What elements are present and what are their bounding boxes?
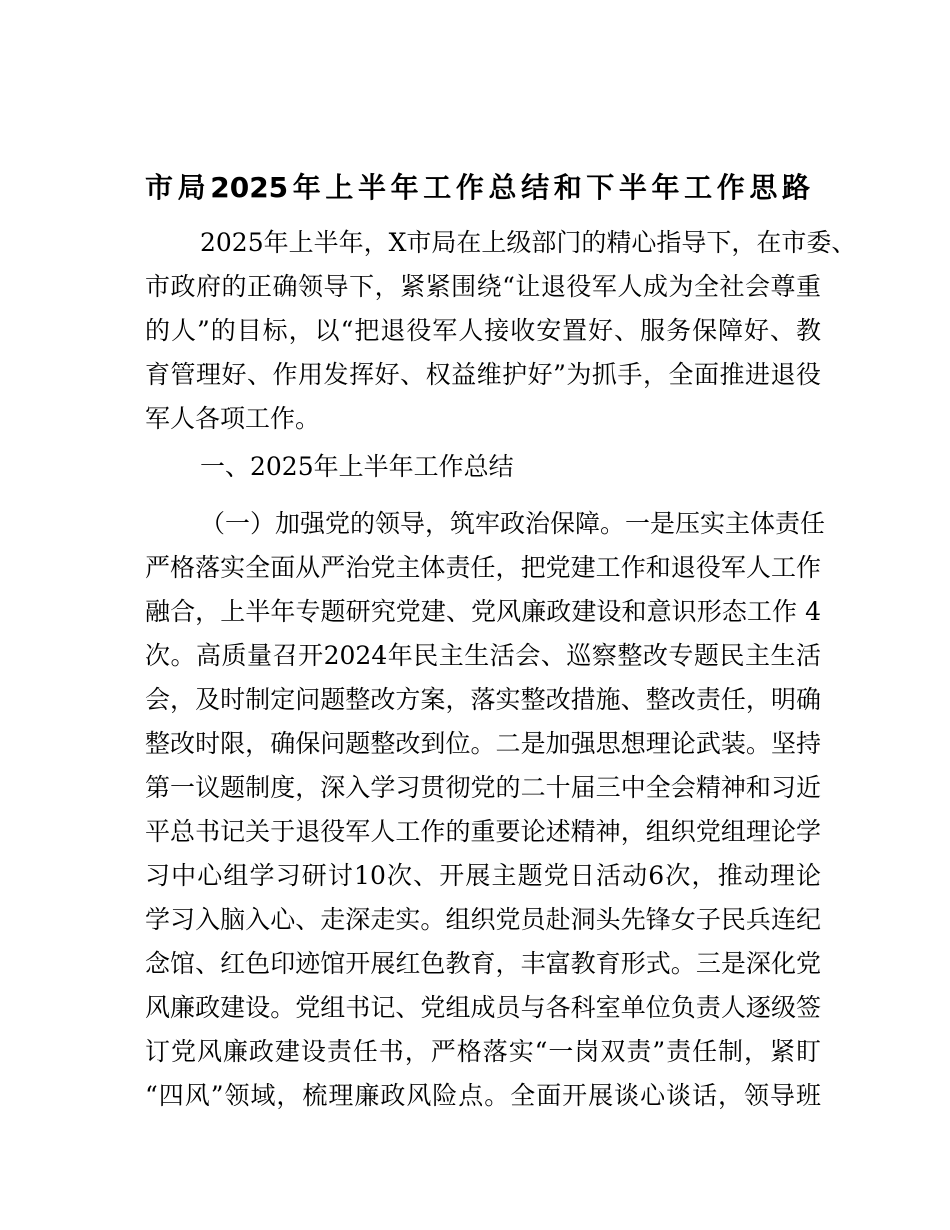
intro-line: 市政府的正确领导下，紧紧围绕“让退役军人成为全社会尊重 [145,272,821,301]
body-line: 风廉政建设。党组书记、党组成员与各科室单位负责人逐级签 [145,993,821,1022]
body-line: 会，及时制定问题整改方案，落实整改措施、整改责任，明确 [145,685,821,714]
intro-line: 军人各项工作。 [145,404,321,433]
body-line: 订党风廉政建设责任书，严格落实“一岗双责”责任制，紧盯 [145,1037,821,1066]
body-line: “四风”领域，梳理廉政风险点。全面开展谈心谈话，领导班 [145,1081,821,1110]
body-line: 第一议题制度，深入学习贯彻党的二十届三中全会精神和习近 [145,773,821,802]
body-line: 学习入脑入心、走深走实。组织党员赴洞头先锋女子民兵连纪 [145,905,821,934]
body-line: 习中心组学习研讨10次、开展主题党日活动6次，推动理论 [145,861,821,890]
document-title: 市局2025年上半年工作总结和下半年工作思路 [145,171,810,204]
body-line: 严格落实全面从严治党主体责任，把党建工作和退役军人工作 [145,553,821,582]
body-line: 次。高质量召开2024年民主生活会、巡察整改专题民主生活 [145,641,821,670]
body-line: 整改时限，确保问题整改到位。二是加强思想理论武装。坚持 [145,729,821,758]
intro-line: 育管理好、作用发挥好、权益维护好”为抓手，全面推进退役 [145,360,821,389]
body-line: 念馆、红色印迹馆开展红色教育，丰富教育形式。三是深化党 [145,949,821,978]
intro-line: 的人”的目标，以“把退役军人接收安置好、服务保障好、教 [145,316,821,345]
section-heading: 一、2025年上半年工作总结 [200,452,514,481]
body-line: 融合，上半年专题研究党建、党风廉政建设和意识形态工作 4 [145,597,821,626]
body-line: 平总书记关于退役军人工作的重要论述精神，组织党组理论学 [145,817,821,846]
body-line: （一）加强党的领导，筑牢政治保障。一是压实主体责任 [200,509,826,538]
intro-line: 2025年上半年，X市局在上级部门的精心指导下，在市委、 [200,228,857,257]
